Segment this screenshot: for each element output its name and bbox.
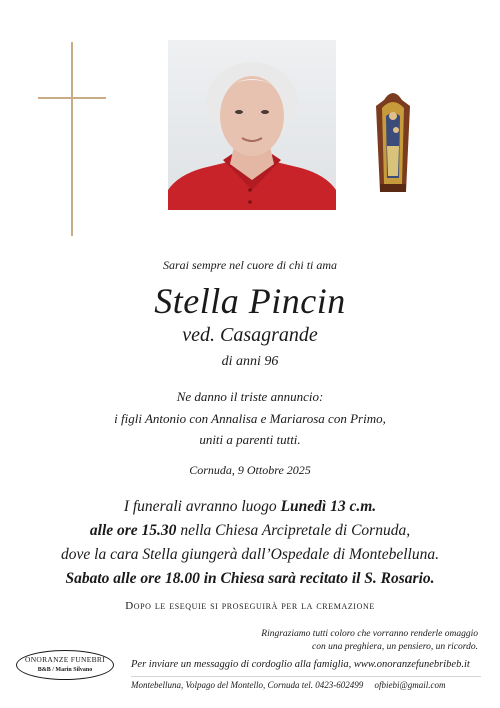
funeral-line: dove la cara Stella giungerà dall’Ospedale di Montebelluna.: [61, 546, 439, 563]
funeral-text: I funerali avranno luogo: [123, 498, 281, 515]
thanks-note: [188, 628, 478, 654]
funeral-church: nella Chiesa Arcipretale di Cornuda,: [176, 522, 411, 539]
funeral-line: [0, 498, 500, 516]
cremation-note: Dopo le esequie si proseguirà per la cremazione: [125, 600, 375, 612]
intro-phrase: Sarai sempre nel cuore di chi ti ama: [162, 258, 338, 272]
funeral-home-logo: [16, 650, 114, 680]
contact-line: Montebelluna, Volpago del Montello, Cornuda tel. 0423-602499 ofbiebi@gmail.com: [131, 680, 446, 690]
announcement-line: uniti a parenti tutti.: [199, 432, 301, 447]
footer-divider: [131, 676, 481, 677]
thanks-line: Ringraziamo tutti coloro che vorranno renderle omaggio: [261, 629, 478, 639]
funeral-line: [0, 522, 500, 540]
widow-of: ved. Casagrande: [182, 324, 318, 346]
announcement-line: i figli Antonio con Annalisa e Mariarosa con Primo,: [114, 411, 386, 426]
announcement-line: Ne danno il triste annuncio:: [176, 389, 324, 404]
funeral-day: Lunedì 13 c.m.: [280, 498, 377, 515]
rosary-line: Sabato alle ore 18.00 in Chiesa sarà recitato il S. Rosario.: [65, 570, 435, 587]
thanks-line: con una preghiera, un pensiero, un ricordo.: [312, 642, 478, 652]
portrait-photo: [168, 40, 336, 210]
deceased-name: Stella Pincin: [154, 281, 346, 321]
condolence-line: Per inviare un messaggio di cordoglio alla famiglia, www.onoranzefunebribeb.it: [131, 659, 470, 670]
logo-line: B&B / Marin Silvano: [37, 667, 93, 673]
funeral-time: alle ore 15.30: [89, 522, 177, 539]
logo-line: ONORANZE FUNEBRI: [24, 655, 105, 664]
age: di anni 96: [221, 354, 279, 369]
cross-horizontal: [38, 97, 106, 99]
place-date: Cornuda, 9 Ottobre 2025: [189, 463, 311, 477]
cross-vertical: [71, 42, 73, 236]
madonna-image: [376, 86, 410, 194]
